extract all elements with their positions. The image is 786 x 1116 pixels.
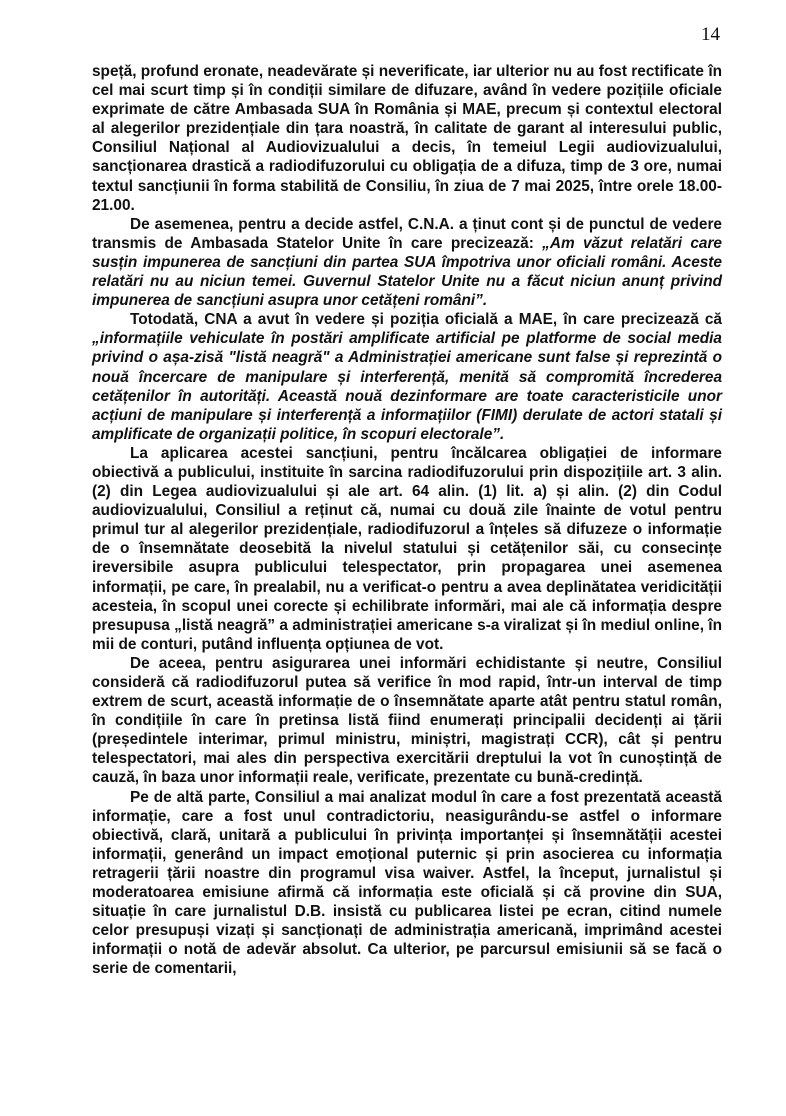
paragraph-text: Pe de altă parte, Consiliul a mai analizat modul în care a fost prezentată această informație, care a fost unul contradictoriu, neasigurându-se astfel o informare obiectivă, clară, unitară a publicului în privința importanței și însemnătății acestei informații, generând un impact emoțional puternic și prin asocierea cu informația retragerii țării noastre din programul visa waiver. Astfel, la început, jurnalistul și moderatoarea emisiune afirmă că informația este oficială și că provine din SUA, situație în care jurnalistul D.B. insistă cu publicarea listei pe ecran, citind numele celor presupuși vizați și sancționați de administrația americană, imprimând acestei informații o notă de adevăr absolut. Ca ulterior, pe parcursul emisiunii să se facă o serie de comentarii, — [92, 788, 722, 978]
paragraph-text: speță, profund eronate, neadevărate și neverificate, iar ulterior nu au fost rectificate în cel mai scurt timp și în condiții similare de difuzare, având în vedere pozițiile oficiale exprimate de către Ambasada SUA în România și MAE, precum și contextul electoral al alegerilor prezidențiale din țara noastră, în calitate de garant al interesului public, Consiliul Național al Audiovizualului a decis, în temeiul Legii audiovizualului, sancționarea drastică a radiodifuzorului cu obligația de a difuza, timp de 3 ore, numai textul sancțiunii în forma stabilită de Consiliu, în ziua de 7 mai 2025, între orele 18.00-21.00. — [92, 63, 722, 214]
paragraph-5 — [92, 654, 722, 788]
paragraph-text: Totodată, CNA a avut în vedere și poziția oficială a MAE, în care precizează că — [130, 311, 722, 329]
paragraph-text: De aceea, pentru asigurarea unei informări echidistante și neutre, Consiliul consideră că radiodifuzorul putea să verifice în mod rapid, într-un interval de timp extrem de scurt, această informație de o însemnătate aparte atât pentru statul român, în condițiile în care în pretinsa listă fiind enumerați principalii decidenți ai țării (președintele interimar, primul ministru, miniștri, magistrați CCR), cât și pentru telespectatori, mai ales din perspectiva exercitării dreptului la vot în cunoștință de cauză, în baza unor informații reale, verificate, prezentate cu bună-credință. — [92, 654, 722, 787]
page-number: 14 — [701, 24, 720, 45]
paragraph-3 — [92, 310, 722, 444]
mae-quote: „informațiile vehiculate în postări amplificate artificial pe platforme de social media privind o așa-zisă "listă neagră" a Administrației americane sunt false și reprezintă o nouă încercare de manipulare și interferență, menită să compromită încrederea cetățenilor în autorități. Această nouă dezinformare are toate caracteristicile unor acțiuni de manipulare și interferență a informațiilor (FIMI) derulate de actori statali și amplificate de organizații politice, în scopuri electorale”. — [92, 330, 722, 443]
embassy-quote: „Am văzut relatări care susțin impunerea de sancțiuni din partea SUA împotriva unor oficiali români. Aceste relatări nu au niciun temei. Guvernul Statelor Unite nu a făcut niciun anunț privind impunerea de sancțiuni asupra unor cetățeni români”. — [92, 234, 722, 310]
paragraph-6 — [92, 788, 722, 979]
paragraph-1 — [92, 62, 722, 215]
paragraph-2 — [92, 215, 722, 310]
paragraph-text: La aplicarea acestei sancțiuni, pentru încălcarea obligației de informare obiectivă a publicului, instituite în sarcina radiodifuzorului prin dispozițiile art. 3 alin. (2) din Legea audiovizualului și ale art. 64 alin. (1) lit. a) și alin. (2) din Codul audiovizualului, Consiliul a reținut că, numai cu două zile înainte de votul pentru primul tur al alegerilor prezidențiale, radiodifuzorul a înțeles să difuzeze o informație de o însemnătate deosebită la nivelul statului și cetățenilor săi, cu consecințe ireversibile asupra publicului telespectator, prin propagarea unei asemenea informații, pe care, în prealabil, nu a verificat-o pentru a avea deplinătatea veridicității acesteia, în scopul unei corecte și echilibrate informări, mai ale că informația despre presupusa „listă neagră” a administrației americane s-a viralizat și în mediul online, în mii de conturi, putând influența opțiunea de vot. — [92, 444, 722, 653]
document-body — [92, 62, 722, 979]
paragraph-4 — [92, 444, 722, 654]
paragraph-text: De asemenea, pentru a decide astfel, C.N.A. a ținut cont și de punctul de vedere transmis de Ambasada Statelor Unite în care precizează: — [92, 215, 722, 252]
